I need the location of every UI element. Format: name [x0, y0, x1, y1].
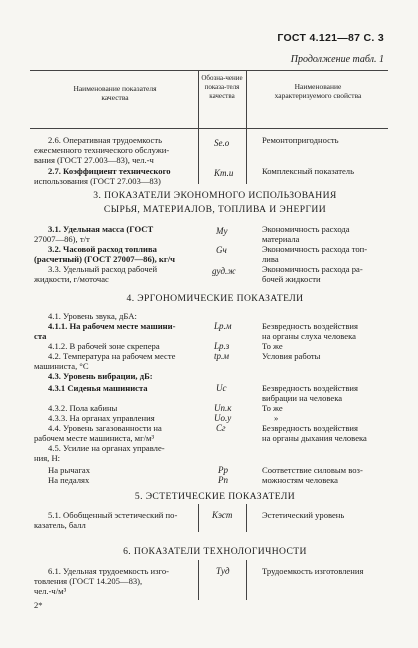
row-4-5-levers: На рычагах — [48, 465, 91, 475]
row-4-1-1: 4.1.1. На рабочем месте машини- — [48, 321, 176, 331]
col-divider-1 — [198, 70, 199, 148]
section-4-title: 4. ЭРГОНОМИЧЕСКИЕ ПОКАЗАТЕЛИ — [126, 293, 304, 304]
row-3-3-property-line2: бочей жидкости — [262, 274, 321, 284]
column-header-name: Наименование показателя качества — [73, 84, 157, 102]
row-4-4-property-cont: на органы дыхания человека — [262, 433, 367, 443]
row-3-2-line1: 3.2. Часовой расход топлива — [48, 244, 157, 254]
row-4-2-cont: машиниста, °С — [34, 361, 89, 371]
col-divider-1b — [198, 148, 199, 184]
continuation-label: Продолжение табл. 1 — [290, 54, 384, 65]
row-4-1-1-property-cont: на органы слуха человека — [262, 331, 356, 341]
row-4-3-3: 4.3.3. На органах управления — [48, 413, 155, 423]
row-4-1-1-symbol: Lр.м — [214, 321, 232, 331]
row-2-7-property: Комплексный показатель — [262, 166, 354, 176]
row-3-2-symbol: Gч — [216, 245, 227, 255]
row-6-1-line1: 6.1. Удельная трудоемкость изго- — [48, 566, 170, 576]
row-4-3-2: 4.3.2. Пола кабины — [48, 403, 118, 413]
row-4-3-1: 4.3.1 Сиденья машиниста — [48, 383, 148, 393]
row-5-1-line2: казатель, балл — [34, 520, 86, 530]
row-4-5-pedals: На педалях — [48, 475, 90, 485]
row-3-2-property-line2: лива — [262, 254, 279, 264]
row-4-1-2: 4.1.2. В рабочей зоне скрепера — [48, 341, 160, 351]
row-4-2-property: Условия работы — [262, 351, 321, 361]
row-4-5: 4.5. Усилие на органах управле- — [48, 443, 165, 453]
row-4-3-1-property-cont: вибрации на человека — [262, 393, 343, 403]
row-2-6-line2: ежесменного технического обслужи- — [34, 145, 170, 155]
row-4-2-symbol: tр.м — [214, 351, 229, 361]
col-divider-2b — [246, 148, 247, 184]
table-header-rule — [30, 128, 388, 129]
row-4-5-levers-symbol: Pр — [218, 465, 228, 475]
row-4-3-3-symbol: Uо.у — [214, 413, 232, 423]
section-6-title: 6. ПОКАЗАТЕЛИ ТЕХНОЛОГИЧНОСТИ — [123, 546, 307, 557]
row-3-2-line2 — [34, 254, 175, 264]
row-4-1-1-property: Безвредность воздействия — [262, 321, 358, 331]
row-2-7-line2: использования (ГОСТ 27.003—83) — [34, 176, 161, 186]
row-3-2-line2-text: (расчетный) (ГОСТ 27007—86), кг/ч — [34, 254, 175, 264]
row-3-3-symbol: gуд.ж — [212, 266, 236, 276]
row-2-6-symbol: Sе.о — [214, 138, 230, 148]
col-divider-5a — [198, 504, 199, 532]
column-header-property: Наименование характеризуемого свойства — [274, 82, 362, 100]
row-4-5-cont: ния, Н: — [34, 453, 61, 463]
col-divider-6a — [198, 560, 199, 600]
row-3-3-property-line1: Экономичность расхода ра- — [262, 264, 363, 274]
row-3-1-property-line2: материала — [262, 234, 300, 244]
page-mark: 2* — [34, 600, 43, 610]
row-4-5-property-cont: можностям человека — [262, 475, 338, 485]
row-4-2: 4.2. Температура на рабочем месте — [48, 351, 176, 361]
row-4-4-property: Безвредность воздействия — [262, 423, 358, 433]
row-4-3-1-property: Безвредность воздействия — [262, 383, 358, 393]
row-6-1-symbol: Tуд — [216, 566, 230, 576]
row-4-3-2-symbol: Uп.к — [214, 403, 232, 413]
section-3-title-line2: СЫРЬЯ, МАТЕРИАЛОВ, ТОПЛИВА И ЭНЕРГИИ — [103, 204, 327, 215]
row-4-1-2-symbol: Lр.з — [214, 341, 230, 351]
row-2-7-line1: 2.7. Коэффициент технического — [48, 166, 171, 176]
row-2-6-property: Ремонтопригодность — [262, 135, 339, 145]
row-4-3-1-symbol: Uс — [216, 383, 227, 393]
row-6-1-property: Трудоемкость изготовления — [262, 566, 364, 576]
row-2-6-line1: 2.6. Оперативная трудоемкость — [48, 135, 163, 145]
col-divider-2 — [246, 70, 247, 148]
row-4-4-cont: рабочем месте машиниста, мг/м³ — [34, 433, 155, 443]
row-2-7-symbol: Kт.и — [214, 168, 234, 178]
row-4-3-2-property: То же — [262, 403, 283, 413]
table-top-rule — [30, 70, 388, 71]
row-3-1-symbol: Mу — [216, 226, 228, 236]
row-3-3-line1: 3.3. Удельный расход рабочей — [48, 264, 158, 274]
row-3-1-property-line1: Экономичность расхода — [262, 224, 350, 234]
row-4-5-property: Соответствие силовым воз- — [262, 465, 363, 475]
row-3-1-text: 3.1. Удельная масса (ГОСТ — [48, 224, 154, 234]
row-4-1-2-property: То же — [262, 341, 283, 351]
row-3-1-line1 — [48, 224, 153, 234]
col-divider-5b — [246, 504, 247, 532]
row-3-1-line2: 27007—86), т/т — [34, 234, 90, 244]
row-4-3: 4.3. Уровень вибрации, дБ: — [48, 371, 153, 381]
row-3-3-line2: жидкости, г/моточас — [34, 274, 109, 284]
row-5-1-line1: 5.1. Обобщенный эстетический по- — [48, 510, 178, 520]
document-code: ГОСТ 4.121—87 С. 3 — [277, 32, 384, 44]
row-5-1-symbol: Kэст — [212, 510, 233, 520]
row-4-5-pedals-symbol: Pп — [218, 475, 228, 485]
row-4-3-3-property: » — [274, 413, 279, 423]
row-2-6-line3: вания (ГОСТ 27.003—83), чел.-ч — [34, 155, 154, 165]
section-5-title: 5. ЭСТЕТИЧЕСКИЕ ПОКАЗАТЕЛИ — [134, 491, 296, 502]
column-header-designation: Обозна-чение показа-теля качества — [201, 74, 243, 100]
row-6-1-line3: чел.-ч/м³ — [34, 586, 67, 596]
row-4-1: 4.1. Уровень звука, дБА: — [48, 311, 137, 321]
row-5-1-property: Эстетический уровень — [262, 510, 345, 520]
row-6-1-line2: товления (ГОСТ 14.205—83), — [34, 576, 143, 586]
col-divider-6b — [246, 560, 247, 600]
row-4-1-1-cont: ста — [34, 331, 47, 341]
row-4-4: 4.4. Уровень загазованности на — [48, 423, 162, 433]
section-3-title-line1: 3. ПОКАЗАТЕЛИ ЭКОНОМНОГО ИСПОЛЬЗОВАНИЯ — [93, 190, 337, 201]
row-3-2-property-line1: Экономичность расхода топ- — [262, 244, 368, 254]
row-4-4-symbol: Cг — [216, 423, 226, 433]
